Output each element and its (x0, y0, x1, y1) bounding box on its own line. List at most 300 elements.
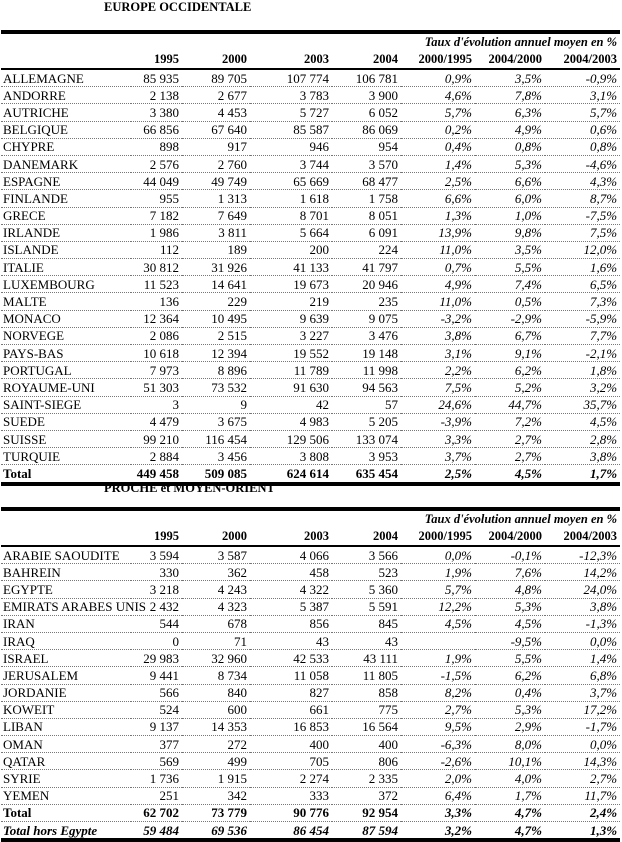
country-name: ESPAGNE (1, 173, 131, 190)
table-row (1, 650, 620, 667)
value-cell: 377 (131, 736, 182, 753)
value-cell: 112 (131, 241, 182, 258)
value-cell: 2 884 (131, 448, 182, 465)
growth-rate-cell: 9,8% (475, 224, 545, 241)
growth-rate-cell: -1,5% (401, 667, 475, 684)
value-cell: 66 856 (131, 121, 182, 138)
value-cell: 827 (250, 684, 332, 701)
growth-rate-cell: 0,0% (545, 632, 620, 649)
value-cell: 8 734 (182, 667, 250, 684)
growth-rate-cell: 3,7% (545, 684, 620, 701)
table-proche-moyen-orient (1, 507, 620, 842)
value-cell: 775 (332, 701, 401, 718)
value-cell: 2 576 (131, 155, 182, 172)
growth-rate-cell: 7,7% (545, 327, 620, 344)
value-cell: 8 701 (250, 207, 332, 224)
value-cell: 678 (182, 615, 250, 632)
growth-rate-cell: 1,0% (475, 207, 545, 224)
growth-rate-cell: 0,9% (401, 69, 475, 87)
total-value: 90 776 (250, 804, 332, 821)
value-cell: 3 594 (131, 546, 182, 564)
value-cell: 11 789 (250, 362, 332, 379)
column-header: 2004/2003 (545, 528, 620, 546)
country-name: ARABIE SAOUDITE (1, 546, 131, 564)
growth-rate-cell: 0,0% (401, 546, 475, 564)
column-header: 2000/1995 (401, 51, 475, 69)
growth-rate-cell: 4,3% (545, 173, 620, 190)
value-cell: 954 (332, 138, 401, 155)
country-name: EGYPTE (1, 581, 131, 598)
growth-rate-cell: 24,6% (401, 396, 475, 413)
value-cell: 5 664 (250, 224, 332, 241)
table-row (1, 736, 620, 753)
table-row (1, 259, 620, 276)
growth-rate-cell: 6,2% (475, 362, 545, 379)
value-cell: 8 896 (182, 362, 250, 379)
value-cell: 400 (250, 736, 332, 753)
column-header: 2004 (332, 51, 401, 69)
value-cell: 7 182 (131, 207, 182, 224)
value-cell: 806 (332, 753, 401, 770)
growth-rate-cell: -2,6% (401, 753, 475, 770)
growth-rate-cell: 2,7% (401, 701, 475, 718)
value-cell: 8 051 (332, 207, 401, 224)
total-value: 59 484 (131, 822, 182, 841)
growth-rate-cell: 2,9% (475, 718, 545, 735)
value-cell: 10 495 (182, 310, 250, 327)
growth-rate-cell: 14,2% (545, 564, 620, 581)
growth-rate-cell: 3,5% (475, 69, 545, 87)
growth-rate-cell: 4,5% (545, 413, 620, 430)
total-value: 86 454 (250, 822, 332, 841)
value-cell: 12 364 (131, 310, 182, 327)
growth-rate-cell: -7,5% (545, 207, 620, 224)
country-name: PAYS-BAS (1, 345, 131, 362)
growth-rate-cell: 13,9% (401, 224, 475, 241)
growth-rate-cell: 2,7% (475, 448, 545, 465)
growth-rate-cell: 6,4% (401, 787, 475, 804)
growth-rate-cell: 7,5% (545, 224, 620, 241)
value-cell: 30 812 (131, 259, 182, 276)
value-cell: 3 783 (250, 87, 332, 104)
table-row (1, 87, 620, 104)
country-name: IRAN (1, 615, 131, 632)
growth-rate-cell: 8,2% (401, 684, 475, 701)
value-cell: 67 640 (182, 121, 250, 138)
table-row (1, 701, 620, 718)
growth-rate-cell: 6,2% (475, 667, 545, 684)
value-cell: 3 476 (332, 327, 401, 344)
value-cell: 14 353 (182, 718, 250, 735)
country-name: YEMEN (1, 787, 131, 804)
growth-rate-cell: 5,3% (475, 701, 545, 718)
value-cell: 5 387 (250, 598, 332, 615)
value-cell: 20 946 (332, 276, 401, 293)
column-header-row (1, 51, 620, 69)
country-name: KOWEIT (1, 701, 131, 718)
value-cell: 189 (182, 241, 250, 258)
value-cell: 856 (250, 615, 332, 632)
value-cell: 31 926 (182, 259, 250, 276)
growth-rate-cell: 7,6% (475, 564, 545, 581)
column-header: 2004/2003 (545, 51, 620, 69)
value-cell: 3 811 (182, 224, 250, 241)
country-name: ROYAUME-UNI (1, 379, 131, 396)
value-cell: 2 432 (131, 598, 182, 615)
value-cell: 523 (332, 564, 401, 581)
value-cell: 0 (131, 632, 182, 649)
table-row (1, 667, 620, 684)
value-cell: 9 639 (250, 310, 332, 327)
table-row (1, 753, 620, 770)
table-row (1, 581, 620, 598)
column-header-row (1, 528, 620, 546)
value-cell: 3 566 (332, 546, 401, 564)
table-row (1, 379, 620, 396)
table-europe-occidentale (1, 30, 620, 486)
total-value: 635 454 (332, 465, 401, 484)
value-cell: 6 052 (332, 104, 401, 121)
country-name: JERUSALEM (1, 667, 131, 684)
value-cell: 3 900 (332, 87, 401, 104)
value-cell: 19 552 (250, 345, 332, 362)
growth-rate-cell: -2,9% (475, 310, 545, 327)
value-cell: 566 (131, 684, 182, 701)
growth-rate-cell: 6,8% (545, 667, 620, 684)
growth-rate-cell: 7,4% (475, 276, 545, 293)
table-row (1, 632, 620, 649)
country-name: LUXEMBOURG (1, 276, 131, 293)
value-cell: 3 218 (131, 581, 182, 598)
table-row (1, 430, 620, 447)
growth-rate-cell: 4,5% (475, 615, 545, 632)
table-row (1, 104, 620, 121)
value-cell: 330 (131, 564, 182, 581)
value-cell: 858 (332, 684, 401, 701)
table-row (1, 207, 620, 224)
value-cell: 235 (332, 293, 401, 310)
value-cell: 5 591 (332, 598, 401, 615)
growth-rate-cell: 11,0% (401, 241, 475, 258)
growth-rate-cell: 0,7% (401, 259, 475, 276)
value-cell: 524 (131, 701, 182, 718)
growth-rate-cell: -4,6% (545, 155, 620, 172)
country-name: JORDANIE (1, 684, 131, 701)
growth-rate-cell: 1,3% (401, 207, 475, 224)
value-cell: 2 138 (131, 87, 182, 104)
table-row (1, 69, 620, 87)
growth-rate-cell: 4,9% (475, 121, 545, 138)
country-name: SAINT-SIEGE (1, 396, 131, 413)
table-row (1, 598, 620, 615)
value-cell: 840 (182, 684, 250, 701)
value-cell: 86 069 (332, 121, 401, 138)
column-header: 1995 (131, 51, 182, 69)
value-cell: 19 148 (332, 345, 401, 362)
value-cell: 2 760 (182, 155, 250, 172)
value-cell: 16 853 (250, 718, 332, 735)
value-cell: 2 274 (250, 770, 332, 787)
value-cell: 3 570 (332, 155, 401, 172)
value-cell: 41 133 (250, 259, 332, 276)
value-cell: 1 736 (131, 770, 182, 787)
country-name: ALLEMAGNE (1, 69, 131, 87)
growth-rate-cell: -2,1% (545, 345, 620, 362)
growth-rate-cell: 3,8% (545, 448, 620, 465)
growth-rate-cell: 9,5% (401, 718, 475, 735)
value-cell: 19 673 (250, 276, 332, 293)
rate-header: Taux d'évolution annuel moyen en % (424, 512, 618, 526)
value-cell: 43 111 (332, 650, 401, 667)
country-name: AUTRICHE (1, 104, 131, 121)
country-name: CHYPRE (1, 138, 131, 155)
value-cell: 11 058 (250, 667, 332, 684)
total-value: 92 954 (332, 804, 401, 821)
table-row (1, 718, 620, 735)
growth-rate-cell: 44,7% (475, 396, 545, 413)
value-cell: 2 515 (182, 327, 250, 344)
country-name: EMIRATS ARABES UNIS (3, 599, 147, 615)
column-header: 2003 (250, 528, 332, 546)
value-cell: 129 506 (250, 430, 332, 447)
growth-rate-cell: -3,2% (401, 310, 475, 327)
growth-rate-cell: -0,9% (545, 69, 620, 87)
value-cell: 224 (332, 241, 401, 258)
growth-rate-cell: 6,5% (545, 276, 620, 293)
value-cell: 661 (250, 701, 332, 718)
growth-rate-cell: -0,1% (475, 546, 545, 564)
growth-rate-cell (401, 632, 475, 649)
column-header: 2003 (250, 51, 332, 69)
value-cell: 16 564 (332, 718, 401, 735)
country-name: NORVEGE (1, 327, 131, 344)
value-cell: 57 (332, 396, 401, 413)
value-cell: 3 808 (250, 448, 332, 465)
value-cell: 3 456 (182, 448, 250, 465)
value-cell: 3 (131, 396, 182, 413)
growth-rate-cell: 3,2% (545, 379, 620, 396)
growth-rate-cell: 1,6% (545, 259, 620, 276)
column-header: 2004 (332, 528, 401, 546)
value-cell: 106 781 (332, 69, 401, 87)
value-cell: 3 675 (182, 413, 250, 430)
value-cell: 2 677 (182, 87, 250, 104)
table-row (1, 310, 620, 327)
country-name: SYRIE (1, 770, 131, 787)
growth-rate-cell: 2,8% (545, 430, 620, 447)
table-row (1, 293, 620, 310)
value-cell: 2 086 (131, 327, 182, 344)
growth-rate-cell: 5,2% (475, 379, 545, 396)
growth-rate-cell: 1,4% (401, 155, 475, 172)
value-cell: 43 (332, 632, 401, 649)
value-cell: 898 (131, 138, 182, 155)
growth-rate-cell: 4,9% (401, 276, 475, 293)
country-name: ISLANDE (1, 241, 131, 258)
table-row (1, 155, 620, 172)
value-cell: 4 322 (250, 581, 332, 598)
total-value: 69 536 (182, 822, 250, 841)
growth-rate-cell: 3,7% (401, 448, 475, 465)
growth-rate-cell: 24,0% (545, 581, 620, 598)
value-cell: 4 453 (182, 104, 250, 121)
growth-rate-cell: 6,6% (401, 190, 475, 207)
value-cell: 333 (250, 787, 332, 804)
growth-rate-cell: 0,6% (545, 121, 620, 138)
table-row (1, 345, 620, 362)
growth-rate-cell: 2,5% (401, 173, 475, 190)
country-name: BELGIQUE (1, 121, 131, 138)
table-row (1, 241, 620, 258)
value-cell: 133 074 (332, 430, 401, 447)
country-name: TURQUIE (1, 448, 131, 465)
growth-rate-cell: 7,2% (475, 413, 545, 430)
value-cell: 4 066 (250, 546, 332, 564)
value-cell: 3 227 (250, 327, 332, 344)
growth-rate-cell: -6,3% (401, 736, 475, 753)
value-cell: 2 335 (332, 770, 401, 787)
total-value: 3,3% (401, 804, 475, 821)
value-cell: 85 587 (250, 121, 332, 138)
value-cell: 272 (182, 736, 250, 753)
value-cell: 9 075 (332, 310, 401, 327)
growth-rate-cell: 0,4% (401, 138, 475, 155)
value-cell: 600 (182, 701, 250, 718)
value-cell: 99 210 (131, 430, 182, 447)
table-row (1, 546, 620, 564)
table-row (1, 684, 620, 701)
value-cell: 1 986 (131, 224, 182, 241)
column-header: 2004/2000 (475, 528, 545, 546)
value-cell: 458 (250, 564, 332, 581)
value-cell: 3 953 (332, 448, 401, 465)
value-cell: 400 (332, 736, 401, 753)
growth-rate-cell: 4,8% (475, 581, 545, 598)
growth-rate-cell: 5,7% (545, 104, 620, 121)
country-name: ITALIE (1, 259, 131, 276)
growth-rate-cell: 1,7% (475, 787, 545, 804)
growth-rate-cell: -1,7% (545, 718, 620, 735)
value-cell: 917 (182, 138, 250, 155)
total-value: 2,5% (401, 465, 475, 484)
value-cell: 11 805 (332, 667, 401, 684)
growth-rate-cell: 11,7% (545, 787, 620, 804)
table-row (1, 615, 620, 632)
growth-rate-cell: 0,0% (545, 736, 620, 753)
growth-rate-cell: 3,8% (545, 598, 620, 615)
growth-rate-cell: 17,2% (545, 701, 620, 718)
value-cell: 10 618 (131, 345, 182, 362)
total-value: 87 594 (332, 822, 401, 841)
total-value: 4,5% (475, 465, 545, 484)
growth-rate-cell: 2,7% (475, 430, 545, 447)
total-label: Total (1, 465, 131, 484)
column-header: 2004/2000 (475, 51, 545, 69)
value-cell: 3 587 (182, 546, 250, 564)
growth-rate-cell: 1,9% (401, 564, 475, 581)
country-name: MONACO (1, 310, 131, 327)
growth-rate-cell: 11,0% (401, 293, 475, 310)
value-cell: 342 (182, 787, 250, 804)
value-cell: 91 630 (250, 379, 332, 396)
value-cell: 4 243 (182, 581, 250, 598)
growth-rate-cell: -3,9% (401, 413, 475, 430)
value-cell: 5 205 (332, 413, 401, 430)
value-cell: 43 (250, 632, 332, 649)
growth-rate-cell: 3,1% (545, 87, 620, 104)
column-header: 1995 (131, 528, 182, 546)
growth-rate-cell: 4,0% (475, 770, 545, 787)
growth-rate-cell: 2,7% (545, 770, 620, 787)
country-name: LIBAN (1, 718, 131, 735)
growth-rate-cell: 6,0% (475, 190, 545, 207)
country-name: PORTUGAL (1, 362, 131, 379)
country-name: BAHREIN (1, 564, 131, 581)
growth-rate-cell: 5,7% (401, 104, 475, 121)
growth-rate-cell: 35,7% (545, 396, 620, 413)
table-row (1, 138, 620, 155)
value-cell: 42 (250, 396, 332, 413)
table-row (1, 173, 620, 190)
total-value: 2,4% (545, 804, 620, 821)
growth-rate-cell: 6,3% (475, 104, 545, 121)
value-cell: 44 049 (131, 173, 182, 190)
rate-header-row (1, 509, 620, 528)
growth-rate-cell: 0,4% (475, 684, 545, 701)
growth-rate-cell: 0,5% (475, 293, 545, 310)
growth-rate-cell: 4,6% (401, 87, 475, 104)
value-cell: 9 441 (131, 667, 182, 684)
total-value: 62 702 (131, 804, 182, 821)
growth-rate-cell: 8,7% (545, 190, 620, 207)
value-cell: 372 (332, 787, 401, 804)
total-value: 449 458 (131, 465, 182, 484)
table-row (1, 276, 620, 293)
table-row (1, 190, 620, 207)
total-row (1, 804, 620, 821)
growth-rate-cell: 5,5% (475, 259, 545, 276)
value-cell: 1 313 (182, 190, 250, 207)
value-cell: 32 960 (182, 650, 250, 667)
country-name: IRLANDE (1, 224, 131, 241)
table-row (1, 121, 620, 138)
growth-rate-cell: 2,0% (401, 770, 475, 787)
value-cell: 7 649 (182, 207, 250, 224)
value-cell: 219 (250, 293, 332, 310)
value-cell: 7 973 (131, 362, 182, 379)
growth-rate-cell: 10,1% (475, 753, 545, 770)
growth-rate-cell: 8,0% (475, 736, 545, 753)
growth-rate-cell: -1,3% (545, 615, 620, 632)
value-cell: 12 394 (182, 345, 250, 362)
growth-rate-cell: 5,7% (401, 581, 475, 598)
growth-rate-cell: 1,9% (401, 650, 475, 667)
country-name: DANEMARK (1, 155, 131, 172)
total-value: 1,7% (545, 465, 620, 484)
value-cell: 116 454 (182, 430, 250, 447)
country-name: QATAR (1, 753, 131, 770)
value-cell: 41 797 (332, 259, 401, 276)
growth-rate-cell: 0,2% (401, 121, 475, 138)
value-cell: 5 360 (332, 581, 401, 598)
growth-rate-cell: 1,8% (545, 362, 620, 379)
value-cell: 107 774 (250, 69, 332, 87)
total-value: 1,3% (545, 822, 620, 841)
growth-rate-cell: 6,6% (475, 173, 545, 190)
growth-rate-cell: 7,3% (545, 293, 620, 310)
growth-rate-cell: 14,3% (545, 753, 620, 770)
growth-rate-cell: 0,8% (475, 138, 545, 155)
